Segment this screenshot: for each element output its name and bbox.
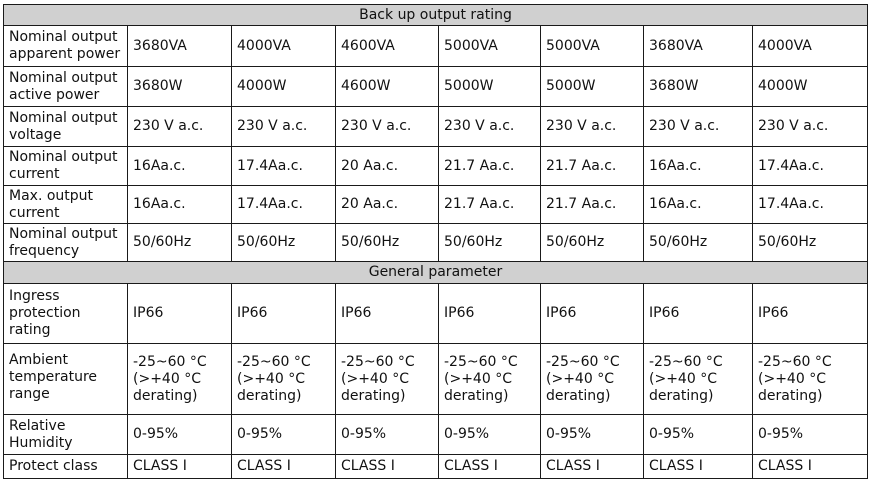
table-cell: IP66 [644,284,753,344]
spec-table [3,4,868,479]
table-cell: 0-95% [753,415,868,455]
table-cell: 4600W [336,67,439,107]
table-cell: IP66 [128,284,232,344]
row-label: Ambient temperature range [4,344,128,415]
section-title: Back up output rating [4,5,868,26]
table-cell: 17.4Aa.c. [232,186,336,224]
table-cell: 17.4Aa.c. [753,186,868,224]
table-cell: 230 V a.c. [439,107,541,147]
table-row [4,26,868,67]
table-cell: CLASS I [232,455,336,479]
table-cell: 50/60Hz [753,224,868,262]
table-cell: 230 V a.c. [541,107,644,147]
table-cell: 50/60Hz [439,224,541,262]
table-cell: 230 V a.c. [128,107,232,147]
table-cell: 5000VA [541,26,644,67]
table-cell: 3680W [128,67,232,107]
table-cell: 4000W [232,67,336,107]
table-cell: CLASS I [541,455,644,479]
table-row [4,284,868,344]
section-header-row [4,262,868,284]
table-cell: 3680VA [644,26,753,67]
table-row [4,344,868,415]
row-label: Max. output current [4,186,128,224]
table-cell: 4000VA [753,26,868,67]
table-row [4,107,868,147]
table-row [4,147,868,186]
table-cell: -25~60 °C (>+40 °C derating) [439,344,541,415]
table-cell: 16Aa.c. [128,147,232,186]
table-cell: 0-95% [232,415,336,455]
table-cell: -25~60 °C (>+40 °C derating) [128,344,232,415]
section-title: General parameter [4,262,868,284]
table-cell: 20 Aa.c. [336,147,439,186]
table-row [4,67,868,107]
table-cell: CLASS I [336,455,439,479]
table-row [4,415,868,455]
row-label: Nominal output current [4,147,128,186]
section-header-row [4,5,868,26]
table-cell: 0-95% [541,415,644,455]
table-cell: 230 V a.c. [232,107,336,147]
table-cell: IP66 [541,284,644,344]
table-cell: 50/60Hz [644,224,753,262]
table-cell: IP66 [336,284,439,344]
table-cell: 21.7 Aa.c. [439,186,541,224]
row-label: Nominal output voltage [4,107,128,147]
table-cell: -25~60 °C (>+40 °C derating) [232,344,336,415]
table-cell: 0-95% [439,415,541,455]
row-label: Nominal output active power [4,67,128,107]
table-cell: CLASS I [753,455,868,479]
row-label: Protect class [4,455,128,479]
table-cell: 50/60Hz [232,224,336,262]
table-cell: 230 V a.c. [336,107,439,147]
table-cell: 17.4Aa.c. [753,147,868,186]
spec-table-body [4,5,868,479]
table-cell: 5000W [439,67,541,107]
table-cell: 3680W [644,67,753,107]
table-row [4,455,868,479]
table-cell: 20 Aa.c. [336,186,439,224]
table-cell: 3680VA [128,26,232,67]
table-cell: IP66 [753,284,868,344]
table-cell: -25~60 °C (>+40 °C derating) [541,344,644,415]
table-cell: 0-95% [336,415,439,455]
table-cell: CLASS I [128,455,232,479]
table-cell: 50/60Hz [336,224,439,262]
row-label: Relative Humidity [4,415,128,455]
table-cell: 16Aa.c. [644,186,753,224]
row-label: Nominal output frequency [4,224,128,262]
table-cell: -25~60 °C (>+40 °C derating) [644,344,753,415]
table-cell: IP66 [439,284,541,344]
table-cell: 50/60Hz [541,224,644,262]
table-cell: 17.4Aa.c. [232,147,336,186]
table-cell: 50/60Hz [128,224,232,262]
table-cell: IP66 [232,284,336,344]
table-cell: CLASS I [439,455,541,479]
table-cell: -25~60 °C (>+40 °C derating) [336,344,439,415]
row-label: Nominal output apparent power [4,26,128,67]
table-cell: 5000VA [439,26,541,67]
table-cell: 0-95% [644,415,753,455]
table-row [4,224,868,262]
table-cell: 4600VA [336,26,439,67]
table-cell: 230 V a.c. [753,107,868,147]
table-cell: 4000VA [232,26,336,67]
table-row [4,186,868,224]
table-cell: 16Aa.c. [128,186,232,224]
table-cell: 230 V a.c. [644,107,753,147]
table-cell: 21.7 Aa.c. [439,147,541,186]
row-label: Ingress protection rating [4,284,128,344]
table-cell: 4000W [753,67,868,107]
table-cell: -25~60 °C (>+40 °C derating) [753,344,868,415]
table-cell: 0-95% [128,415,232,455]
table-cell: 21.7 Aa.c. [541,147,644,186]
table-cell: CLASS I [644,455,753,479]
table-cell: 5000W [541,67,644,107]
table-cell: 21.7 Aa.c. [541,186,644,224]
table-cell: 16Aa.c. [644,147,753,186]
